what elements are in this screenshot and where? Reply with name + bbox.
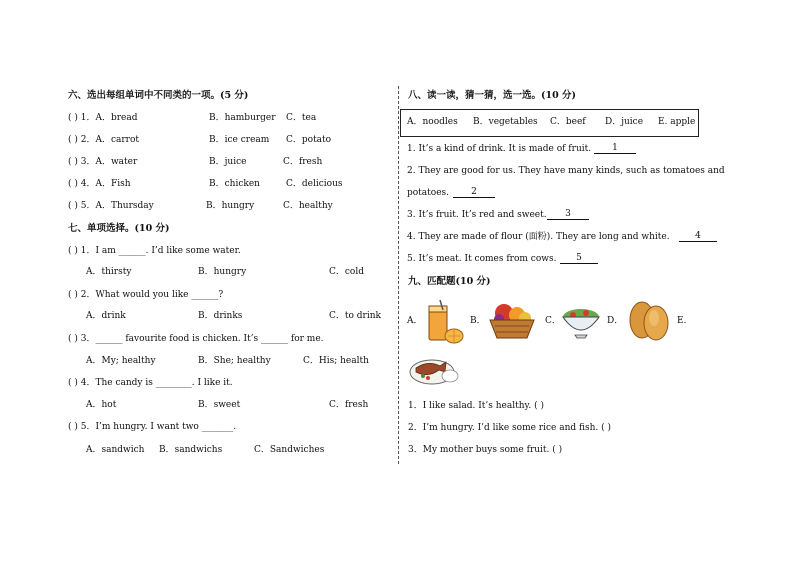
s7-q2-option-b: B．drinks xyxy=(198,311,243,321)
s6-q5-option-c: C．healthy xyxy=(283,201,333,211)
s8-answer-5[interactable]: 5 xyxy=(560,254,598,264)
s6-q1-option-b: B．hamburger xyxy=(209,113,276,123)
s8-sentence-1: 1. It’s a kind of drink. It is made of fruit. xyxy=(407,144,592,154)
fish-rice-plate-icon xyxy=(408,352,460,388)
s7-q5-option-c: C．Sandwiches xyxy=(254,445,325,455)
s6-q4-option-b: B．chicken xyxy=(209,179,260,189)
s7-q2-option-c: C．to drink xyxy=(329,311,381,321)
s8-sentence-4: 4. They are made of flour (面粉). They are long and white. xyxy=(407,232,670,242)
section-8-title: 八、读一读，猜一猜，选一选。(10 分) xyxy=(408,90,577,101)
s7-q3-option-b: B．She; healthy xyxy=(198,356,271,366)
match-label-a: A． xyxy=(407,316,423,326)
word-bank-option-e: E. apple xyxy=(658,117,696,127)
bread-loaves-icon xyxy=(627,300,671,342)
s8-sentence-2-line-1: 2. They are good for us. They have many kinds, such as tomatoes and xyxy=(407,166,725,176)
s8-sentence-2-line-2: potatoes. xyxy=(407,188,450,198)
s6-q2-option-b: B．ice cream xyxy=(209,135,270,145)
section-7-title: 七、单项选择。(10 分) xyxy=(68,223,170,234)
juice-glass-icon xyxy=(424,300,464,346)
s7-q5-option-b: B．sandwichs xyxy=(159,445,223,455)
s7-q2-stem: ( ) 2．What would you like ______? xyxy=(68,290,224,300)
s6-q5-option-b: B．hungry xyxy=(206,201,255,211)
salad-bowl-icon xyxy=(561,305,601,339)
s7-q1-stem: ( ) 1．I am ______. I’d like some water. xyxy=(68,246,241,256)
match-label-b: B． xyxy=(470,316,486,326)
fruit-basket-icon xyxy=(487,302,537,340)
s7-q1-option-c: C．cold xyxy=(329,267,364,277)
s7-q5-option-a: A．sandwich xyxy=(86,445,145,455)
s7-q4-stem: ( ) 4．The candy is ________. I like it. xyxy=(68,378,233,388)
s6-q5-number: ( ) 5．A．Thursday xyxy=(68,201,154,211)
s7-q3-option-c: C．His; health xyxy=(303,356,369,366)
s6-q2-number: ( ) 2．A．carrot xyxy=(68,135,140,145)
s6-q4-option-c: C．delicious xyxy=(286,179,343,189)
s6-q1-number: ( ) 1．A．bread xyxy=(68,113,138,123)
s7-q2-option-a: A．drink xyxy=(86,311,126,321)
column-divider xyxy=(398,86,399,464)
section-6-title: 六、选出每组单词中不同类的一项。(5 分) xyxy=(68,90,249,101)
match-label-d: D． xyxy=(607,316,624,326)
s6-q1-option-c: C．tea xyxy=(286,113,317,123)
s7-q1-option-b: B．hungry xyxy=(198,267,247,277)
s7-q5-stem: ( ) 5．I’m hungry. I want two _______. xyxy=(68,422,237,432)
s8-answer-4[interactable]: 4 xyxy=(679,232,717,242)
s7-q3-option-a: A．My; healthy xyxy=(86,356,156,366)
word-bank-option-a: A．noodles xyxy=(407,117,458,127)
s8-answer-2[interactable]: 2 xyxy=(453,188,495,198)
s6-q3-number: ( ) 3．A．water xyxy=(68,157,138,167)
s6-q3-option-b: B．juice xyxy=(209,157,247,167)
section-9-title: 九、匹配题(10 分) xyxy=(408,276,491,287)
s8-answer-3[interactable]: 3 xyxy=(547,210,589,220)
s6-q2-option-c: C．potato xyxy=(286,135,332,145)
s9-question-3: 3．My mother buys some fruit. ( ) xyxy=(408,445,563,455)
s9-question-1: 1．I like salad. It’s healthy. ( ) xyxy=(408,401,545,411)
s8-sentence-5: 5. It’s meat. It comes from cows. xyxy=(407,254,557,264)
word-bank-option-c: C．beef xyxy=(550,117,586,127)
s7-q4-option-a: A．hot xyxy=(86,400,117,410)
word-bank-option-d: D．juice xyxy=(605,117,644,127)
s7-q1-option-a: A．thirsty xyxy=(86,267,132,277)
s7-q4-option-c: C．fresh xyxy=(329,400,369,410)
s7-q3-stem: ( ) 3．______ favourite food is chicken. It’s ______ for me. xyxy=(68,334,324,344)
match-label-e: E. xyxy=(677,316,687,326)
match-label-c: C． xyxy=(545,316,561,326)
word-bank-option-b: B．vegetables xyxy=(473,117,538,127)
s6-q3-option-c: C．fresh xyxy=(283,157,323,167)
s6-q4-number: ( ) 4．A．Fish xyxy=(68,179,131,189)
s8-sentence-3: 3. It’s fruit. It’s red and sweet. xyxy=(407,210,547,220)
s9-question-2: 2．I’m hungry. I’d like some rice and fish. ( ) xyxy=(408,423,612,433)
s7-q4-option-b: B．sweet xyxy=(198,400,241,410)
s8-answer-1[interactable]: 1 xyxy=(594,144,636,154)
